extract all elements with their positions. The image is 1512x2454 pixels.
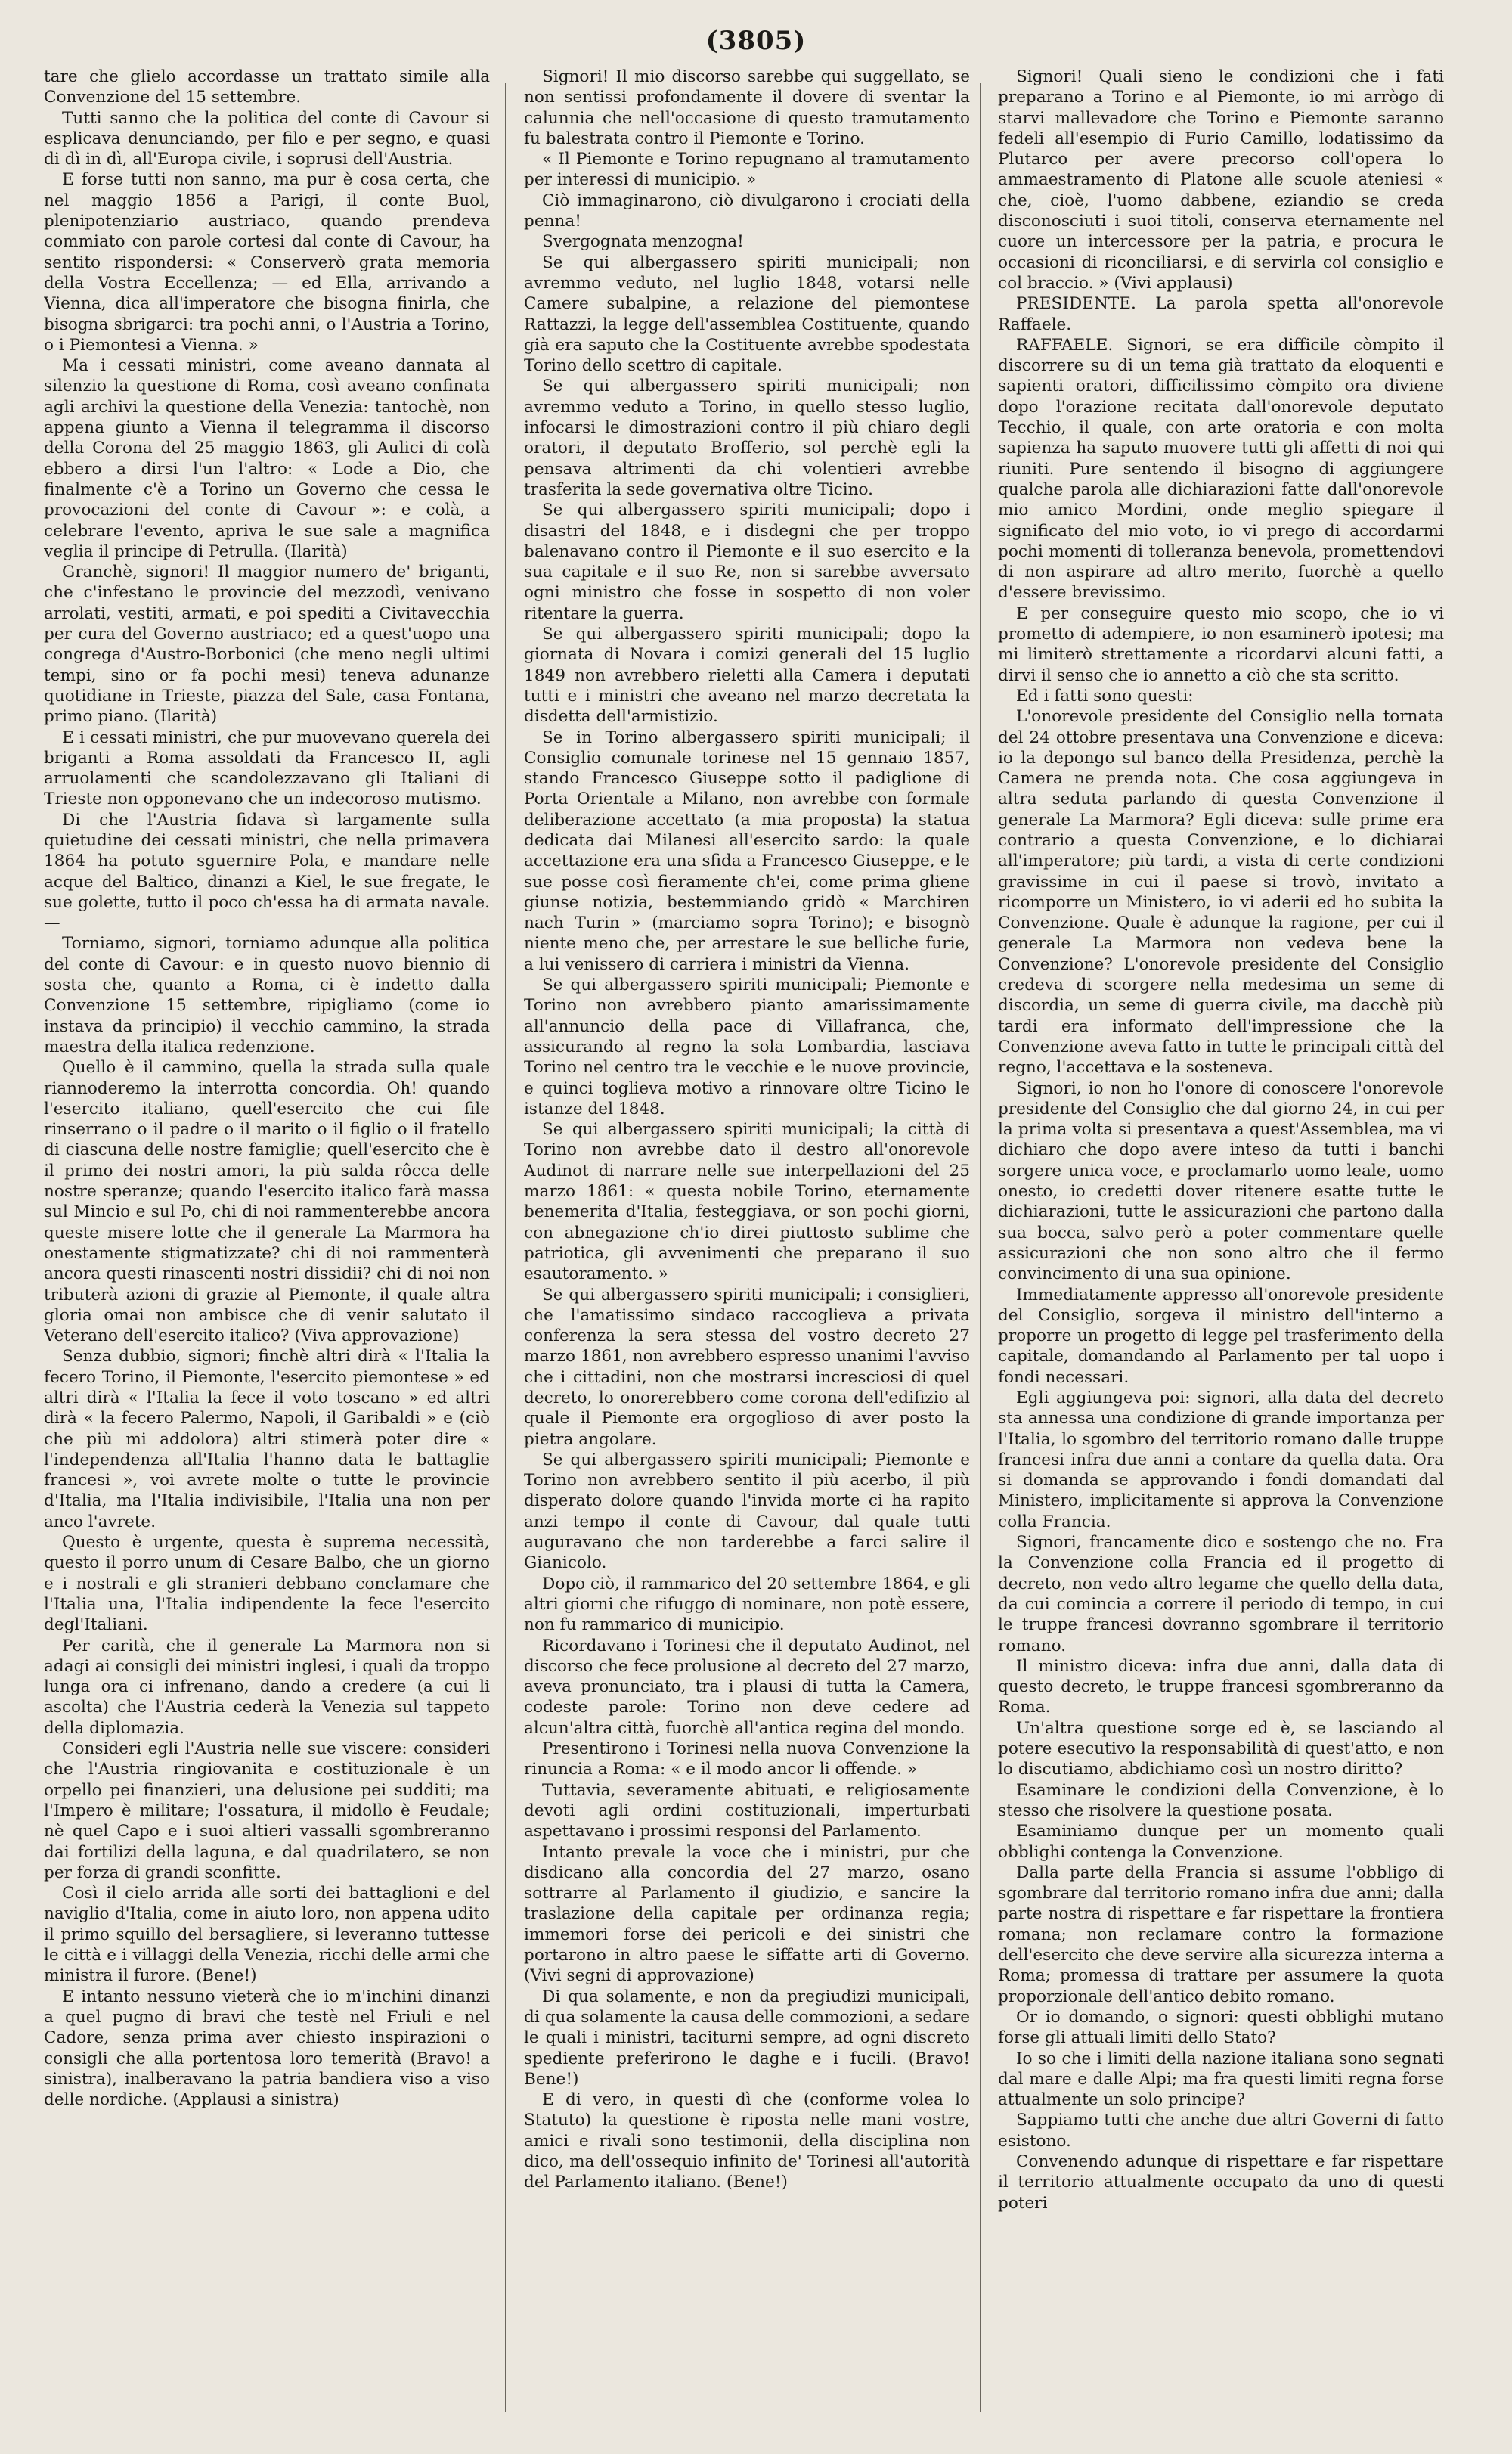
paragraph: Immediatamente appresso all'onorevole presidente del Consiglio, sorgeva il ministro dell'interno a proporre un progetto di legge pel trasferimento della capitale, domandando al Parlamento per tal uopo i fondi necessari.: [998, 1285, 1444, 1387]
paragraph: L'onorevole presidente del Consiglio nella tornata del 24 ottobre presentava una Convenzione e diceva: io la depongo sul banco della Presidenza, perchè la Camera ne prenda nota. Che cosa aggiungeva in altra seduta parlando di questa Convenzione il generale La Marmora? Egli diceva: sulle prime era contrario a questa Convenzione, e lo dichiarai all'imperatore; più tardi, a vista di certe condizioni gravissime in cui il paese si trovò, invitato a ricomporre un Ministero, io vi aderii ed ho subita la Convenzione. Quale è adunque la ragione, per cui il generale La Marmora non vedeva bene la Convenzione? L'onorevole presidente del Consiglio credeva di scorgere nella medesima un seme di discordia, un seme di guerra civile, ma dacchè più tardi era informato dell'impressione che la Convenzione aveva fatto in tutte le principali città del regno, l'accettava e la sosteneva.: [998, 707, 1444, 1078]
paragraph: Di che l'Austria fidava sì largamente sulla quietudine dei cessati ministri, che nella primavera 1864 ha potuto sguernire Pola, e mandare nelle acque del Baltico, dinanzi a Kiel, le sue fregate, le sue golette, tutto il poco ch'essa ha di armata navale. —: [44, 810, 490, 933]
paragraph: Io so che i limiti della nazione italiana sono segnati dal mare e dalle Alpi; ma fra questi limiti regna forse attualmente un solo principe?: [998, 2049, 1444, 2110]
paragraph: Or io domando, o signori: questi obblighi mutano forse gli attuali limiti dello Stato?: [998, 2007, 1444, 2048]
column-2: [524, 67, 970, 2422]
paragraph: Convenendo adunque di rispettare e far rispettare il territorio attualmente occupato da uno di questi poteri: [998, 2152, 1444, 2213]
paragraph: tare che glielo accordasse un trattato simile alla Convenzione del 15 settembre.: [44, 67, 490, 107]
paragraph: E forse tutti non sanno, ma pur è cosa certa, che nel maggio 1856 a Parigi, il conte Buol, plenipotenziario austriaco, quando prendeva commiato con parole cortesi dal conte di Cavour, ha sentito rispondersi: « Conserverò grata memoria della Vostra Eccellenza; — ed Ella, arrivando a Vienna, dica all'imperatore che bisogna finirla, che bisogna sbrigarci: tra pochi anni, o l'Austria a Torino, o i Piemontesi a Vienna. »: [44, 170, 490, 355]
paragraph: E di vero, in questi dì che (conforme volea lo Statuto) la questione è riposta nelle mani vostre, amici e rivali sono testimonii, della disciplina non dico, ma dell'ossequio infinito de' Torinesi all'autorità del Parlamento italiano. (Bene!): [524, 2090, 970, 2192]
paragraph: Se qui albergassero spiriti municipali; non avremmo veduto a Torino, in quello stesso luglio, infocarsi le dimostrazioni contro il più chiaro degli oratori, il deputato Brofferio, sol perchè egli la pensava altrimenti da chi volentieri avrebbe trasferita la sede governativa oltre Ticino.: [524, 377, 970, 499]
paragraph: Torniamo, signori, torniamo adunque alla politica del conte di Cavour: e in questo nuovo biennio di sosta che, quanto a Roma, ci è indetto dalla Convenzione 15 settembre, ripigliamo (come io instava da principio) il vecchio cammino, la strada maestra della italica redenzione.: [44, 934, 490, 1056]
paragraph: Egli aggiungeva poi: signori, alla data del decreto sta annessa una condizione di grande importanza per l'Italia, lo sgombro del territorio romano dalle truppe francesi infra due anni a contare da quella data. Ora si domanda se approvando i fondi domandati dal Ministero, implicitamente si approva la Convenzione colla Francia.: [998, 1388, 1444, 1531]
column-divider: [980, 83, 981, 2412]
paragraph: Granchè, signori! Il maggior numero de' briganti, che c'infestano le provincie del mezzodì, venivano arrolati, vestiti, armati, e poi spediti a Civitavecchia per cura del Governo austriaco; ed a quest'uopo una congrega d'Austro-Borbonici (che meno negli ultimi tempi, sino or fa pochi mesi) teneva adunanze quotidiane in Trieste, piazza del Sale, casa Fontana, primo piano. (Ilarità): [44, 563, 490, 727]
paragraph: Ciò immaginarono, ciò divulgarono i crociati della penna!: [524, 191, 970, 231]
paragraph: Il ministro diceva: infra due anni, dalla data di questo decreto, le truppe francesi sgombreranno da Roma.: [998, 1656, 1444, 1717]
paragraph: Dopo ciò, il rammarico del 20 settembre 1864, e gli altri giorni che rifuggo di nominare, non potè essere, non fu rammarico di municipio.: [524, 1574, 970, 1635]
paragraph: Signori, francamente dico e sostengo che no. Fra la Convenzione colla Francia ed il progetto di decreto, non vedo altro legame che quello della data, da cui comincia a correre il periodo di tempo, in cui le truppe francesi dovranno sgombrare il territorio romano.: [998, 1533, 1444, 1655]
column-3: [998, 67, 1444, 2422]
paragraph: Se in Torino albergassero spiriti municipali; il Consiglio comunale torinese nel 15 gennaio 1857, stando Francesco Giuseppe sotto il padiglione di Porta Orientale a Milano, non avrebbe con formale deliberazione accettato (a mia proposta) la statua dedicata dai Milanesi all'esercito sardo: la quale accettazione era una sfida a Francesco Giuseppe, e le sue posse così fieramente ch'ei, come prima gliene giunse notizia, bestemmiando gridò « Marchiren nach Turin » (marciamo sopra Torino); e bisognò niente meno che, per arrestare le sue belliche furie, a lui venissero di carriera i ministri da Vienna.: [524, 728, 970, 974]
paragraph: Di qua solamente, e non da pregiudizi municipali, di qua solamente la causa delle commozioni, a sedare le quali i ministri, taciturni sempre, ad ogni discreto spediente preferirono le daghe e i fucili. (Bravo! Bene!): [524, 1987, 970, 2089]
paragraph: Esaminiamo dunque per un momento quali obblighi contenga la Convenzione.: [998, 1822, 1444, 1862]
paragraph: Se qui albergassero spiriti municipali; dopo i disastri del 1848, e i disdegni che per troppo balenavano contro il Piemonte e il suo esercito e la sua capitale e il suo Re, non si sarebbe avversato ogni ministro che fosse in sospetto di non voler ritentare la guerra.: [524, 501, 970, 623]
column-divider: [505, 83, 506, 2412]
paragraph: Se qui albergassero spiriti municipali; la città di Torino non avrebbe dato il destro all'onorevole Audinot di narrare nelle sue interpellazioni del 25 marzo 1861: « questa nobile Torino, eternamente benemerita d'Italia, festeggiava, or son pochi giorni, con abnegazione ch'io direi piuttosto sublime che patriotica, gli avvenimenti che preparano il suo esautoramento. »: [524, 1120, 970, 1284]
paragraph: Se qui albergassero spiriti municipali; dopo la giornata di Novara i comizi generali del 15 luglio 1849 non avrebbero rieletti alla Camera i deputati tutti e i ministri che aveano nel marzo decretata la disdetta dell'armistizio.: [524, 625, 970, 727]
paragraph: Tutti sanno che la politica del conte di Cavour si esplicava denunciando, per filo e per segno, e quasi di dì in dì, all'Europa civile, i soprusi dell'Austria.: [44, 108, 490, 169]
paragraph: Presentirono i Torinesi nella nuova Convenzione la rinuncia a Roma: « e il modo ancor li offende. »: [524, 1739, 970, 1779]
paragraph: RAFFAELE. Signori, se era difficile còmpito il discorrere su di un tema già trattato da eloquenti e sapienti oratori, difficilissimo còmpito ora diviene dopo l'orazione recitata dall'onorevole deputato Tecchio, il quale, con arte oratoria e con molta sapienza ha saputo muovere tutti gli affetti di noi qui riuniti. Pure sentendo il bisogno di aggiungere qualche parola alle dichiarazioni fatte dall'onorevole mio amico Mordini, onde meglio spiegare il significato del mio voto, io vi prego di accordarmi pochi momenti di tolleranza benevola, promettendovi di non aspirare ad altro merito, fuorchè a quello d'essere brevissimo.: [998, 335, 1444, 603]
paragraph: Sappiamo tutti che anche due altri Governi di fatto esistono.: [998, 2111, 1444, 2151]
paragraph: Senza dubbio, signori; finchè altri dirà « l'Italia la fecero Torino, il Piemonte, l'esercito piemontese » ed altri dirà « l'Italia la fece il voto toscano » ed altri dirà « la fecero Palermo, Napoli, il Garibaldi » e (ciò che più mi addolora) altri stimerà poter dire « l'independenza all'Italia l'hanno data le battaglie francesi », voi avrete molte o tutte le provincie d'Italia, ma l'Italia indivisibile, l'Italia una non per anco l'avrete.: [44, 1347, 490, 1531]
paragraph: Se qui albergassero spiriti municipali; non avremmo veduto, nel luglio 1848, votarsi nelle Camere subalpine, a relazione del piemontese Rattazzi, la legge dell'assemblea Costituente, quando già era saputo che la Costituente avrebbe spodestata Torino dello scettro di capitale.: [524, 253, 970, 376]
paragraph: Un'altra questione sorge ed è, se lasciando al potere esecutivo la responsabilità di quest'atto, e non lo discutiamo, abdichiamo così un nostro diritto?: [998, 1718, 1444, 1779]
paragraph: Signori! Quali sieno le condizioni che i fati preparano a Torino e al Piemonte, io mi arrògo di starvi mallevadore che Torino e Piemonte saranno fedeli all'esempio di Furio Camillo, lodatissimo da Plutarco per avere precorso coll'opera lo ammaestramento di Platone alle scuole ateniesi « che, cioè, l'uomo dabbene, eziandio se creda disconosciuti i suoi titoli, conserva eternamente nel cuore un intercessore per la patria, e procura le occasioni di riconciliarsi, e di servirla col consiglio e col braccio. » (Vivi applausi): [998, 67, 1444, 293]
paragraph: E per conseguire questo mio scopo, che io vi prometto di adempiere, io non esaminerò ipotesi; ma mi limiterò strettamente a ricordarvi alcuni fatti, a dirvi il senso che io annetto a ciò che sta scritto.: [998, 603, 1444, 685]
paragraph: Esaminare le condizioni della Convenzione, è lo stesso che risolvere la questione posata.: [998, 1780, 1444, 1820]
paragraph: Se qui albergassero spiriti municipali; i consiglieri, che l'amatissimo sindaco raccoglieva a privata conferenza la sera stessa del vostro decreto 27 marzo 1861, non avrebbero espresso unanimi l'avviso che i cittadini, non che mostrarsi incresciosi di quel decreto, lo onorerebbero come corona dell'edifizio al quale il Piemonte era orgoglioso di aver posto la pietra angolare.: [524, 1285, 970, 1449]
paragraph: Ma i cessati ministri, come aveano dannata al silenzio la questione di Roma, così aveano confinata agli archivi la questione della Venezia: tantochè, non appena giunto a Vienna il telegramma il discorso della Corona del 25 maggio 1863, gli Aulici di colà ebbero a dirsi l'un l'altro: « Lode a Dio, che finalmente c'è a Torino un Governo che cessa le provocazioni del conte di Cavour »: e colà, a celebrare l'evento, apriva le sue sale a magnifica veglia il principe di Petrulla. (Ilarità): [44, 356, 490, 561]
paragraph: Signori! Il mio discorso sarebbe qui suggellato, se non sentissi profondamente il dovere di sventar la calunnia che nell'occasione di questo tramutamento fu balestrata contro il Piemonte e Torino.: [524, 67, 970, 148]
paragraph: Ed i fatti sono questi:: [1016, 686, 1194, 706]
paragraph: Signori, io non ho l'onore di conoscere l'onorevole presidente del Consiglio che dal giorno 24, in cui per la prima volta si presentava a quest'Assemblea, ma vi dichiaro che dopo avere inteso da tutti i banchi sorgere unica voce, e proclamarlo uomo leale, uomo onesto, io credetti dover ritenere esatte tutte le dichiarazioni, tutte le assicurazioni che partono dalla sua bocca, salvo però a poter commentare quelle assicurazioni che non sono altro che il fermo convincimento di una sua opinione.: [998, 1078, 1444, 1284]
paragraph: Ricordavano i Torinesi che il deputato Audinot, nel discorso che fece prolusione al decreto del 27 marzo, aveva pronunciato, tra i plausi di tutta la Camera, codeste parole: Torino non deve cedere ad alcun'altra città, fuorchè all'antica regina del mondo.: [524, 1636, 970, 1738]
paragraph: Intanto prevale la voce che i ministri, pur che disdicano alla concordia del 27 marzo, osano sottrarre al Parlamento il giudizio, e sancire la traslazione della capitale per ordinanza regia; immemori forse dei pericoli e dei sinistri che portarono in altro paese le siffatte arti di Governo. (Vivi segni di approvazione): [524, 1842, 970, 1986]
column-1: [44, 67, 490, 2422]
paragraph: Se qui albergassero spiriti municipali; Piemonte e Torino non avrebbero sentito il più acerbo, il più disperato dolore quando l'invida morte ci ha rapito anzi tempo il conte di Cavour, dal quale tutti auguravano che non tarderebbe a farci salire il Gianicolo.: [524, 1450, 970, 1573]
paragraph: E intanto nessuno vieterà che io m'inchini dinanzi a quel pugno di bravi che testè nel Friuli e nel Cadore, senza prima aver chiesto inspirazioni o consigli che alla portentosa loro temerità (Bravo! a sinistra), inalberavano la patria bandiera viso a viso delle nordiche. (Applausi a sinistra): [44, 1987, 490, 2110]
paragraph: Quello è il cammino, quella la strada sulla quale riannoderemo la interrotta concordia. Oh! quando l'esercito italiano, quell'esercito che cui file rinserrano o il padre o il marito o il figlio o il fratello di ciascuna delle nostre famiglie; quell'esercito che è il primo dei nostri amori, la più salda rôcca delle nostre speranze; quando l'esercito italico farà massa sul Mincio e sul Po, chi di noi rammenterebbe ancora queste misere lotte che il generale La Marmora ha onestamente stigmatizzate? chi di noi rammenterà ancora questi rinascenti nostri dissidii? chi di noi non tributerà azioni di grazie al Piemonte, il quale altra gloria omai non ambisce che di venir salutato il Veterano dell'esercito italico? (Viva approvazione): [44, 1058, 490, 1346]
paragraph: Tuttavia, severamente abituati, e religiosamente devoti agli ordini costituzionali, imperturbati aspettavano i prossimi responsi del Parlamento.: [524, 1780, 970, 1841]
paragraph: Se qui albergassero spiriti municipali; Piemonte e Torino non avrebbero pianto amarissimamente all'annuncio della pace di Villafranca, che, assicurando al regno la sola Lombardia, lasciava Torino nel centro tra le vecchie e le nuove provincie, e quinci toglieva motivo a rinnovare oltre Ticino le istanze del 1848.: [524, 976, 970, 1118]
paragraph: Svergognata menzogna!: [542, 232, 744, 252]
paragraph: Per carità, che il generale La Marmora non si adagi ai consigli dei ministri inglesi, i quali da troppo lunga ora ci infrenano, dando a credere (a cui li ascolta) che l'Austria cederà la Venezia sul tappeto della diplomazia.: [44, 1636, 490, 1738]
paragraph: PRESIDENTE. La parola spetta all'onorevole Raffaele.: [998, 294, 1444, 334]
page-number: (3805): [705, 26, 807, 56]
paragraph: « Il Piemonte e Torino repugnano al tramutamento per interessi di municipio. »: [524, 150, 970, 190]
paragraph: Questo è urgente, questa è suprema necessità, questo il porro unum di Cesare Balbo, che un giorno e i nostrali e gli stranieri debbano conclamare che l'Italia una, l'Italia indipendente la fece l'esercito degl'Italiani.: [44, 1533, 490, 1635]
paragraph: Così il cielo arrida alle sorti dei battaglioni e del naviglio d'Italia, come in aiuto loro, non appena udito il primo squillo del bersagliere, si leveranno tuttesse le città e i villaggi della Venezia, ricchi delle armi che ministra il furore. (Bene!): [44, 1884, 490, 1986]
paragraph: E i cessati ministri, che pur muovevano querela dei briganti a Roma assoldati da Francesco II, agli arruolamenti che scandolezzavano gli Italiani di Trieste non opponevano che un indecoroso mutismo.: [44, 728, 490, 809]
paragraph: Dalla parte della Francia si assume l'obbligo di sgombrare dal territorio romano infra due anni; dalla parte nostra di rispettare e far rispettare la frontiera romana; non reclamare contro la formazione dell'esercito che deve servire alla sicurezza interna a Roma; promessa di trattare per assumere la quota proporzionale dell'antico debito romano.: [998, 1863, 1444, 2006]
paragraph: Consideri egli l'Austria nelle sue viscere: consideri che l'Austria ringiovanita e costituzionale è un orpello pei finanzieri, una delusione pei sudditi; ma l'Impero è militare; l'ossatura, il midollo è Feudale; nè quel Capo e i suoi altieri vassalli sgombreranno dai fortilizi della laguna, e dal quadrilatero, se non per forza di grandi sconfitte.: [44, 1739, 490, 1882]
